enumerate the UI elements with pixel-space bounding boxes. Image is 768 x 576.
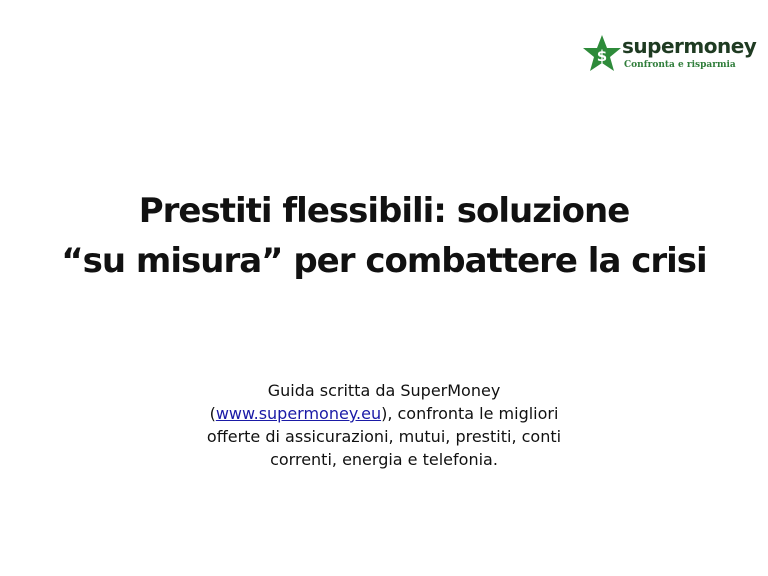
subtitle-line-2 <box>170 402 598 425</box>
page-title <box>24 186 744 286</box>
subtitle-line-4: correnti, energia e telefonia. <box>270 450 498 469</box>
subtitle-line-3: offerte di assicurazioni, mutui, prestiti, conti <box>206 427 562 446</box>
logo-brand-name: supermoney <box>622 34 757 58</box>
svg-text:$: $ <box>596 47 608 65</box>
supermoney-logo[interactable] <box>582 32 757 80</box>
title-line-2: “su misura” per combattere la crisi <box>61 241 707 281</box>
subtitle <box>170 379 598 471</box>
subtitle-line-2-rest: ), confronta le migliori <box>381 404 559 423</box>
subtitle-paren-open: ( <box>209 404 216 423</box>
star-dollar-icon <box>582 34 622 74</box>
supermoney-link[interactable]: www.supermoney.eu <box>215 404 382 423</box>
subtitle-line-1: Guida scritta da SuperMoney <box>267 381 501 400</box>
title-line-1: Prestiti flessibili: soluzione <box>138 191 630 231</box>
logo-tagline: Confronta e risparmia <box>624 60 736 70</box>
